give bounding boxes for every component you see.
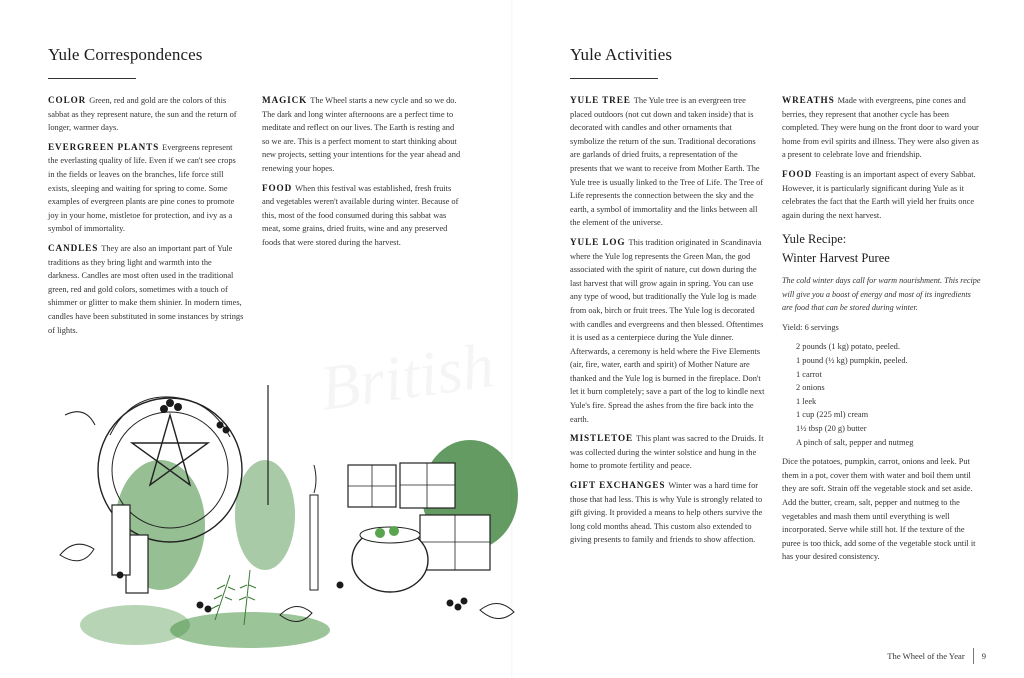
right-page [512, 0, 1024, 678]
ingredient: 1 pound (½ kg) pumpkin, peeled. [796, 356, 908, 366]
ingredient: 2 pounds (1 kg) potato, peeled. [796, 342, 900, 352]
entry-yule-log: YULE LOG This tradition originated in Scandinavia where the Yule log represents the Green Man, the god associated with the spirit of nature, cut down during the last harvest that will grow again in spring. You can use any type of wood, but traditionally the Yule log is made from oak, birch or fruit trees. The Yule log is decorated with candles and evergreens and then blessed. Oftentimes it is used as a centerpiece during the Yule dinner. Afterwards, a ceremony is held where the Five Elements (air, fire, water, earth and spirit) of Mother Nature are thanked and the Yule log is burned in the fireplace. Don't let it burn completely; save a part of the log to kindle next Yule's fire. Spread the ashes from the fire back into the earth. [570, 236, 765, 424]
entry-magick: MAGICK The Wheel starts a new cycle and so we do. The dark and long winter afternoons are a perfect time to meditate and reflect on our lives. The Earth is resting and so we are. This is a perfect moment to start thinking about new projects, setting your intentions for the year ahead and renewing your hopes. [262, 95, 461, 173]
title-underline [570, 78, 658, 79]
entry-gift-exchanges: GIFT EXCHANGES Winter was a hard time for those that had less. This is why Yule is strongly related to gift giving. It provided a means to help others survive the long cold months ahead. This custom also extended to giving presents to family and friends to show affection. [570, 480, 763, 545]
ingredient: 2 onions [796, 383, 825, 393]
page-number: 9 [981, 651, 986, 661]
right-column-1 [570, 94, 766, 553]
page-title: Yule Activities [570, 45, 673, 64]
entry-wreaths: WREATHS Made with evergreens, pine cones and berries, they represent that another cycle has been completed. They were hung on the front door to ward your home from evil spirits and illness. They were also given as a present to celebrate love and friendship. [782, 95, 979, 160]
entry-evergreen-plants: EVERGREEN PLANTS Evergreens represent the everlasting quality of life. Even if we can't see crops in the fields or leaves on the branches, life force still exists, sleeping and waiting for spring to come. Some examples of evergreen plants are pine cones to promote joy in your home, mistletoe for protection, and ivy as a symbol of immortality. [48, 141, 236, 234]
recipe-yield: Yield: 6 servings [782, 322, 839, 332]
recipe-method: Dice the potatoes, pumpkin, carrot, onions and leek. Put them in a pot, cover them with water and boil them until they are soft. Strain off the vegetable stock and set aside. Add the butter, cream, salt, pepper and nutmeg to the vegetables and mash them until everything is well incorporated. Serve while still hot. If the texture of the puree is too thick, add some of the vegetable stock until it has your desired consistency. [782, 457, 976, 562]
ingredient: A pinch of salt, pepper and nutmeg [796, 437, 914, 447]
entry-color: COLOR Green, red and gold are the colors of this sabbat as they represent nature, the sun and the return of longer, warmer days. [48, 95, 237, 133]
title-underline [48, 78, 136, 79]
ingredient: 1 leek [796, 396, 817, 406]
ingredient: 1 cup (225 ml) cream [796, 410, 869, 420]
page-footer [887, 648, 986, 664]
entry-mistletoe: MISTLETOE This plant was sacred to the Druids. It was collected during the winter solstice and hung in the home to promote fertility and peace. [570, 433, 764, 471]
ingredient-list [796, 340, 982, 449]
right-column-2 [782, 94, 982, 570]
recipe-title: Yule Recipe: Winter Harvest Puree [782, 232, 890, 266]
left-column-1 [48, 94, 244, 343]
left-column-2 [262, 94, 462, 256]
entry-food: FOOD Feasting is an important aspect of every Sabbat. However, it is particularly significant during Yule as it celebrates the fact that the Earth will yield her fruits once again during the next harvest. [782, 168, 976, 220]
footer-divider [973, 648, 974, 664]
yule-altar-illustration [40, 375, 530, 650]
entry-candles: CANDLES They are also an important part of Yule traditions as they bring light and warmth into the darkness. Candles are most often used in the traditional green, red and gold colors, sometimes with a touch of shimmer or glitter to make them shinier. In modern times, candles have been substituted in some instances by strings of lights. [48, 242, 244, 335]
recipe-intro: The cold winter days call for warm nourishment. This recipe will give you a boost of energy and most of its ingredients are food that can be stored during winter. [782, 276, 981, 313]
ingredient: 1½ tbsp (20 g) butter [796, 424, 867, 433]
entry-yule-tree: YULE TREE The Yule tree is an evergreen tree placed outdoors (not cut down and taken inside) that is decorated with candles and other ornaments that symbolize the return of the sun. Traditional decorations are garlands of dried fruits, a representation of the presents that we want to receive from Mother Earth. The Yule tree is usually linked to the Tree of Life. The Tree of Life represents the connection between the sky and the earth, a symbol of immortality and the links between all the element of the universe. [570, 95, 764, 228]
ingredient: 1 carrot [796, 369, 822, 379]
entry-food: FOOD When this festival was established, fresh fruits and vegetables weren't available during winter. Because of this, most of the food consumed during this sabbat was meat, some grains, dried fruits, wine and any preserved foods that were stored during the harvest. [262, 182, 459, 247]
chapter-name: The Wheel of the Year [887, 651, 965, 661]
page-title: Yule Correspondences [48, 45, 203, 64]
